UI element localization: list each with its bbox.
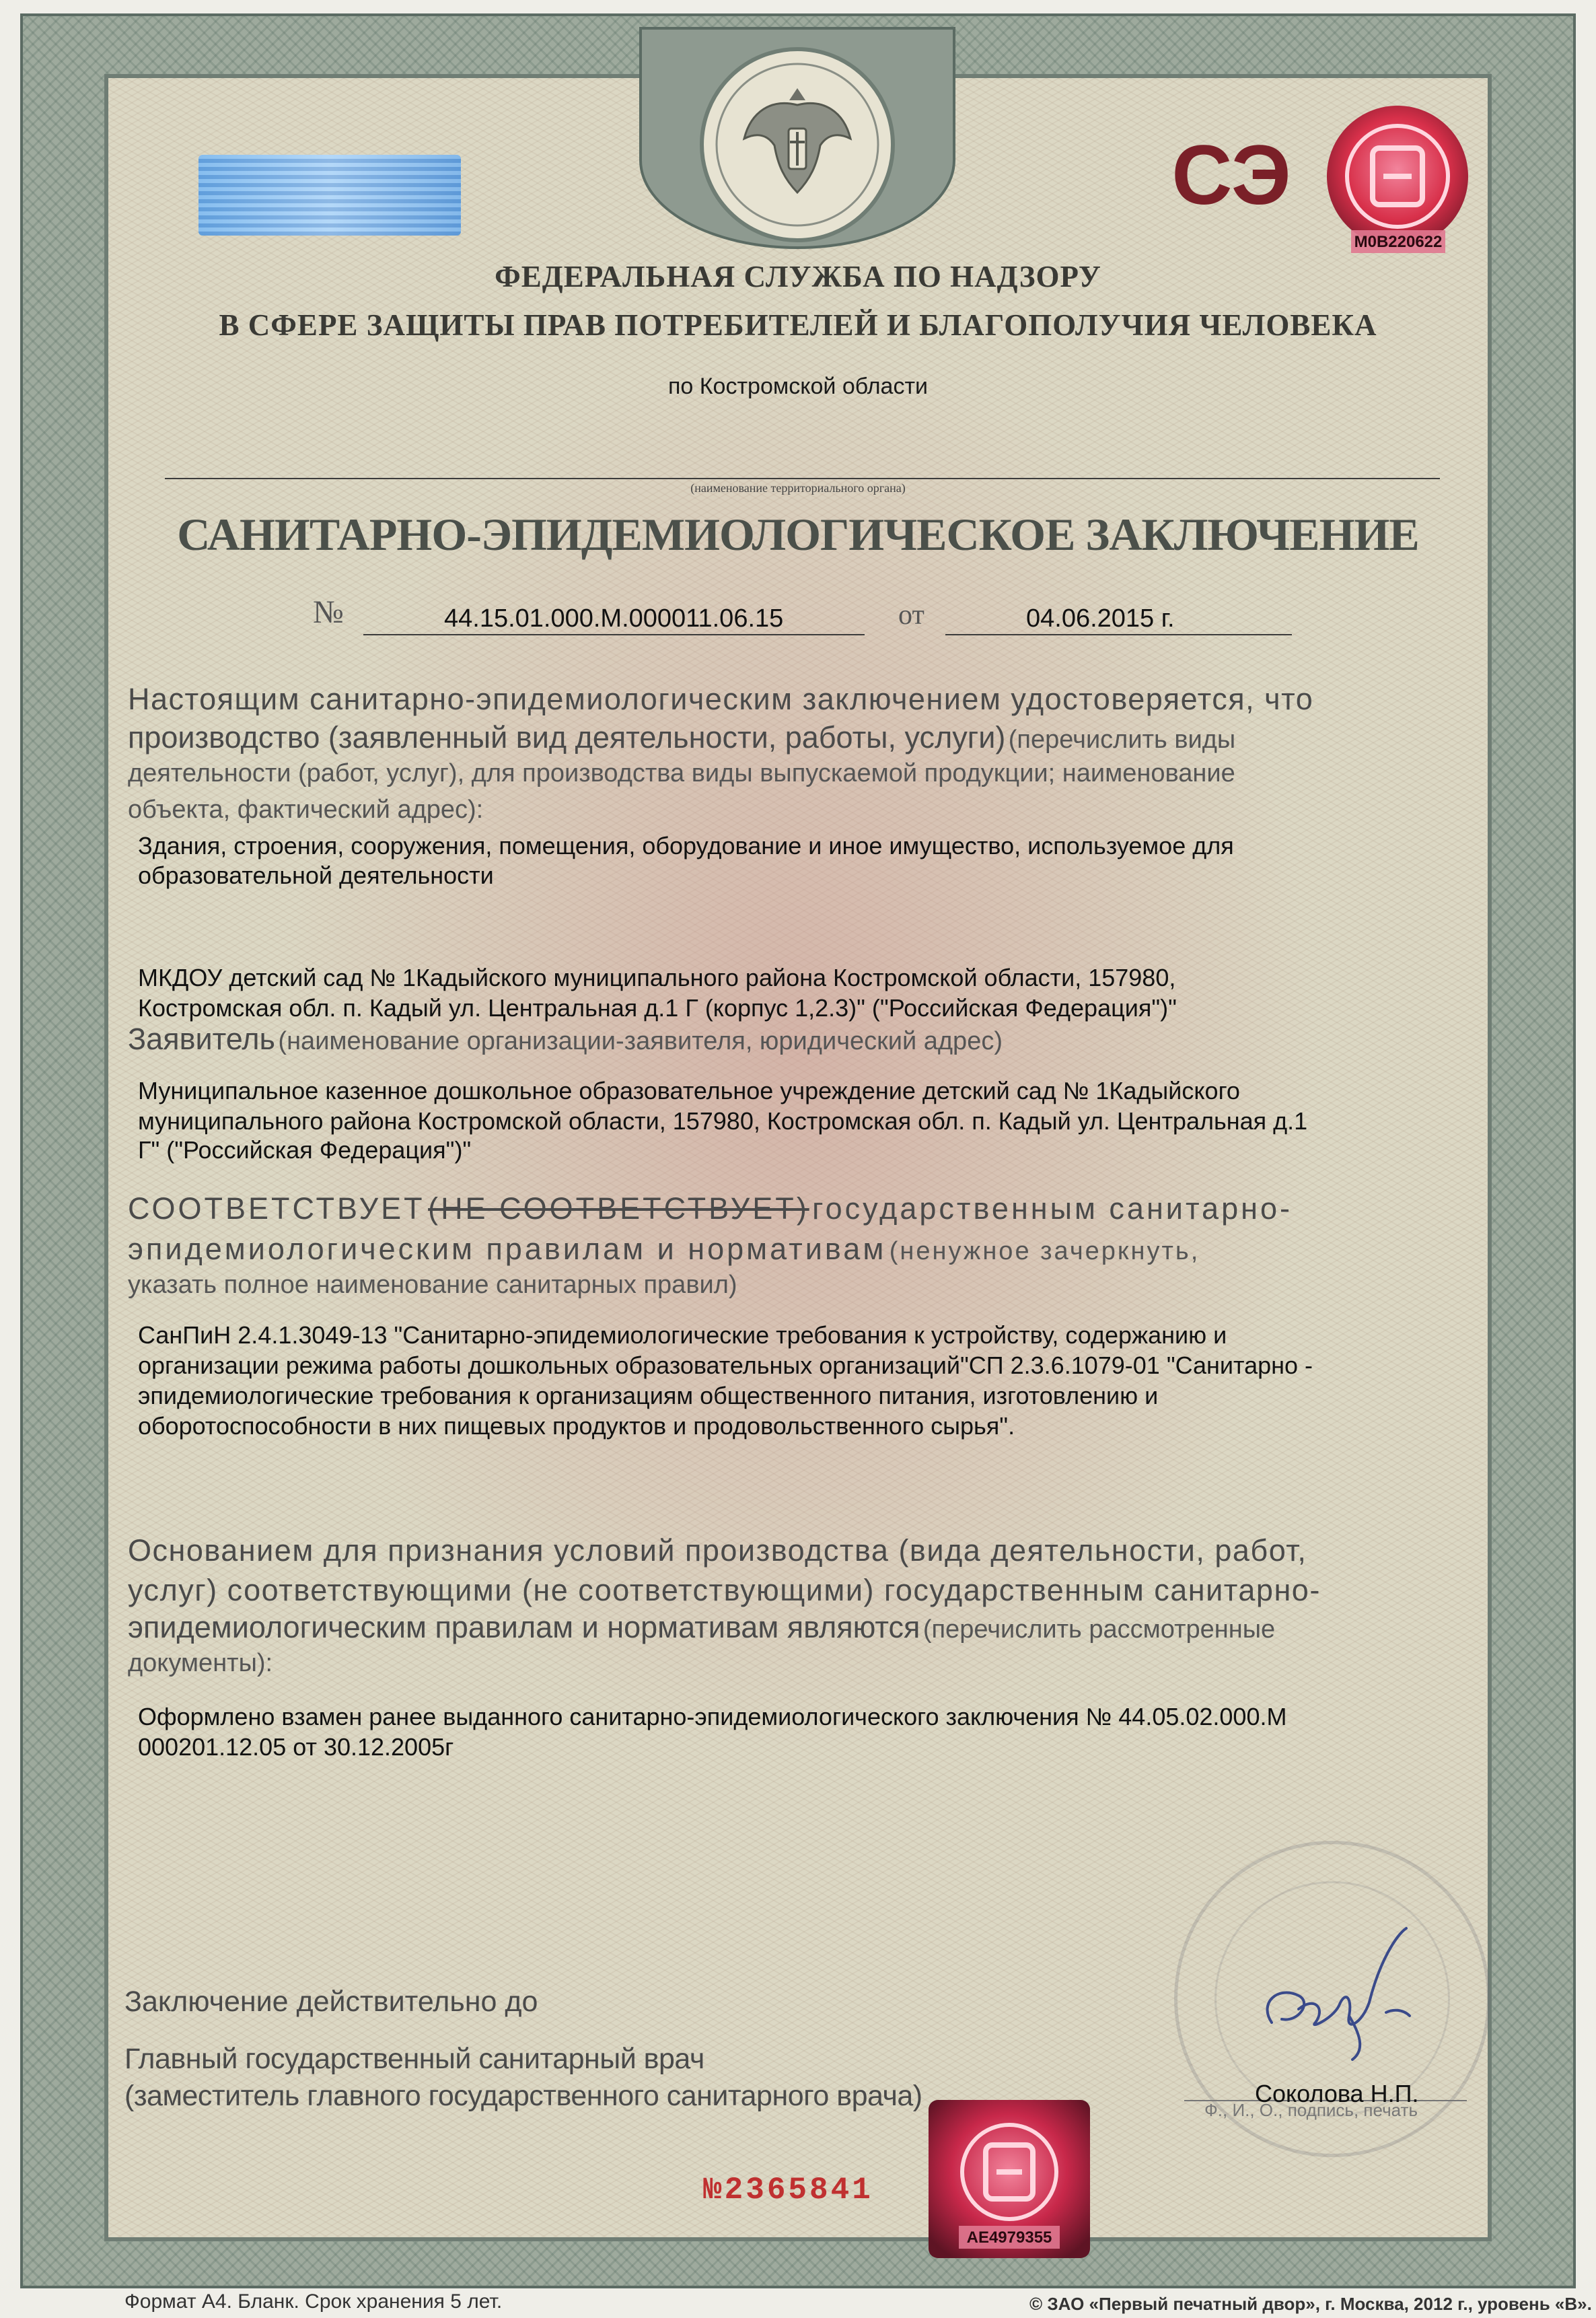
rules-line4: оборотоспособности в них пищевых продуктов и продовольственного сырья". xyxy=(138,1412,1015,1440)
agency-title-line1: ФЕДЕРАЛЬНАЯ СЛУЖБА ПО НАДЗОРУ xyxy=(495,260,1101,293)
rules-line1: СанПиН 2.4.1.3049-13 "Санитарно-эпидемиологические требования к устройству, содержанию и xyxy=(138,1321,1227,1349)
rules-line2: организации режима работы дошкольных образовательных организаций"СП 2.3.6.1079-01 "Санитарно - xyxy=(138,1351,1313,1379)
region-caption: (наименование территориального органа) xyxy=(690,481,906,495)
certify-line2 xyxy=(128,720,1235,755)
signatory-line1: Главный государственный санитарный врач xyxy=(124,2043,704,2075)
basis-line3-note: (перечислить рассмотренные xyxy=(922,1615,1276,1644)
applicant-line2: муниципального района Костромской области, 157980, Костромская обл. п. Кадый ул. Центральная д.1 xyxy=(138,1107,1308,1135)
applicant-label: Заявитель xyxy=(128,1022,275,1056)
basis-line4: документы): xyxy=(128,1649,273,1677)
applicant-line3: Г" ("Российская Федерация")" xyxy=(138,1136,472,1164)
basis-line1: Основанием для признания условий производства (вида деятельности, работ, xyxy=(128,1533,1307,1568)
activity-value-line2: образовательной деятельности xyxy=(138,862,494,889)
agency-title-line2: В СФЕРЕ ЗАЩИТЫ ПРАВ ПОТРЕБИТЕЛЕЙ И БЛАГОПОЛУЧИЯ ЧЕЛОВЕКА xyxy=(219,308,1377,342)
basis-line2: услуг) соответствующими (не соответствующими) государственным санитарно- xyxy=(128,1573,1321,1607)
form-serial-number: №2365841 xyxy=(703,2173,873,2208)
crest-emblem-icon xyxy=(700,47,895,242)
signature-icon xyxy=(1252,1922,1440,2070)
certify-line4: объекта, фактический адрес): xyxy=(128,796,484,824)
basis-line3-main: эпидемиологическим правилам и нормативам являются xyxy=(128,1610,920,1644)
footer-left: Формат А4. Бланк. Срок хранения 5 лет. xyxy=(124,2290,503,2313)
basis-value-line1: Оформлено взамен ранее выданного санитарно-эпидемиологического заключения № 44.05.02.000.М xyxy=(138,1703,1287,1730)
signature-caption: Ф., И., О., подпись, печать xyxy=(1204,2100,1418,2120)
gost-hologram-bottom-icon xyxy=(925,2097,1093,2261)
certify-line2-note: (перечислить виды xyxy=(1008,726,1236,754)
se-mark-icon xyxy=(1154,125,1309,225)
applicant-line1: Муниципальное казенное дошкольное образовательное учреждение детский сад № 1Кадыйского xyxy=(138,1077,1240,1104)
certificate-number: 44.15.01.000.М.000011.06.15 xyxy=(444,604,784,633)
number-underline xyxy=(363,634,865,635)
applicant-note: (наименование организации-заявителя, юридический адрес) xyxy=(278,1027,1003,1055)
object-line1: МКДОУ детский сад № 1Кадыйского муниципального района Костромской области, 157980, xyxy=(138,964,1176,991)
certify-line3: деятельности (работ, услуг), для производства виды выпускаемой продукции; наименование xyxy=(128,759,1235,787)
compliance-line3: указать полное наименование санитарных правил) xyxy=(128,1271,737,1299)
region-name: по Костромской области xyxy=(667,374,929,399)
certificate-date: 04.06.2015 г. xyxy=(1026,604,1175,633)
date-underline xyxy=(945,634,1292,635)
compliance-line1 xyxy=(128,1191,1293,1226)
compliance-line2-note: (ненужное зачеркнуть, xyxy=(889,1237,1200,1265)
svg-text:AE4979355: AE4979355 xyxy=(966,2228,1052,2247)
applicant-label-row xyxy=(128,1022,1003,1057)
signatory-line2: (заместитель главного государственного санитарного врача) xyxy=(124,2080,922,2112)
region-underline xyxy=(165,478,1440,479)
gost-hologram-icon xyxy=(1312,101,1484,262)
document-title: САНИТАРНО-ЭПИДЕМИОЛОГИЧЕСКОЕ ЗАКЛЮЧЕНИЕ xyxy=(177,509,1419,560)
validity-label: Заключение действительно до xyxy=(124,1986,538,2018)
date-label: от xyxy=(898,600,924,631)
certify-line2-main: производство (заявленный вид деятельности, работы, услуги) xyxy=(128,720,1006,754)
number-label: № xyxy=(313,594,344,630)
compliance-line2-main: эпидемиологическим правилам и нормативам xyxy=(128,1232,887,1266)
signatory-name: Соколова Н.П. xyxy=(1255,2080,1419,2107)
compliance-status: СООТВЕТСТВУЕТ xyxy=(128,1191,425,1226)
compliance-line2 xyxy=(128,1232,1200,1267)
hologram-strip xyxy=(198,155,461,236)
basis-value-line2: 000201.12.05 от 30.12.2005г xyxy=(138,1733,454,1761)
certify-line1: Настоящим санитарно-эпидемиологическим заключением удостоверяется, что xyxy=(128,682,1314,716)
activity-value-line1: Здания, строения, сооружения, помещения, оборудование и иное имущество, используемое для xyxy=(138,832,1234,859)
basis-line3 xyxy=(128,1610,1275,1645)
svg-text:M0B220622: M0B220622 xyxy=(1354,233,1443,251)
rules-line3: эпидемиологические требования к организациям общественного питания, изготовлению и xyxy=(138,1382,1159,1409)
svg-text:СЭ: СЭ xyxy=(1171,129,1291,222)
object-line2: Костромская обл. п. Кадый ул. Центральная д.1 Г (корпус 1,2.3)" ("Российская Федерация")" xyxy=(138,994,1177,1022)
footer-right: © ЗАО «Первый печатный двор», г. Москва, 2012 г., уровень «В». xyxy=(1029,2294,1592,2314)
compliance-line1-rest: государственным санитарно- xyxy=(812,1191,1293,1226)
compliance-crossed: (НЕ СООТВЕТСТВУЕТ) xyxy=(428,1191,809,1226)
